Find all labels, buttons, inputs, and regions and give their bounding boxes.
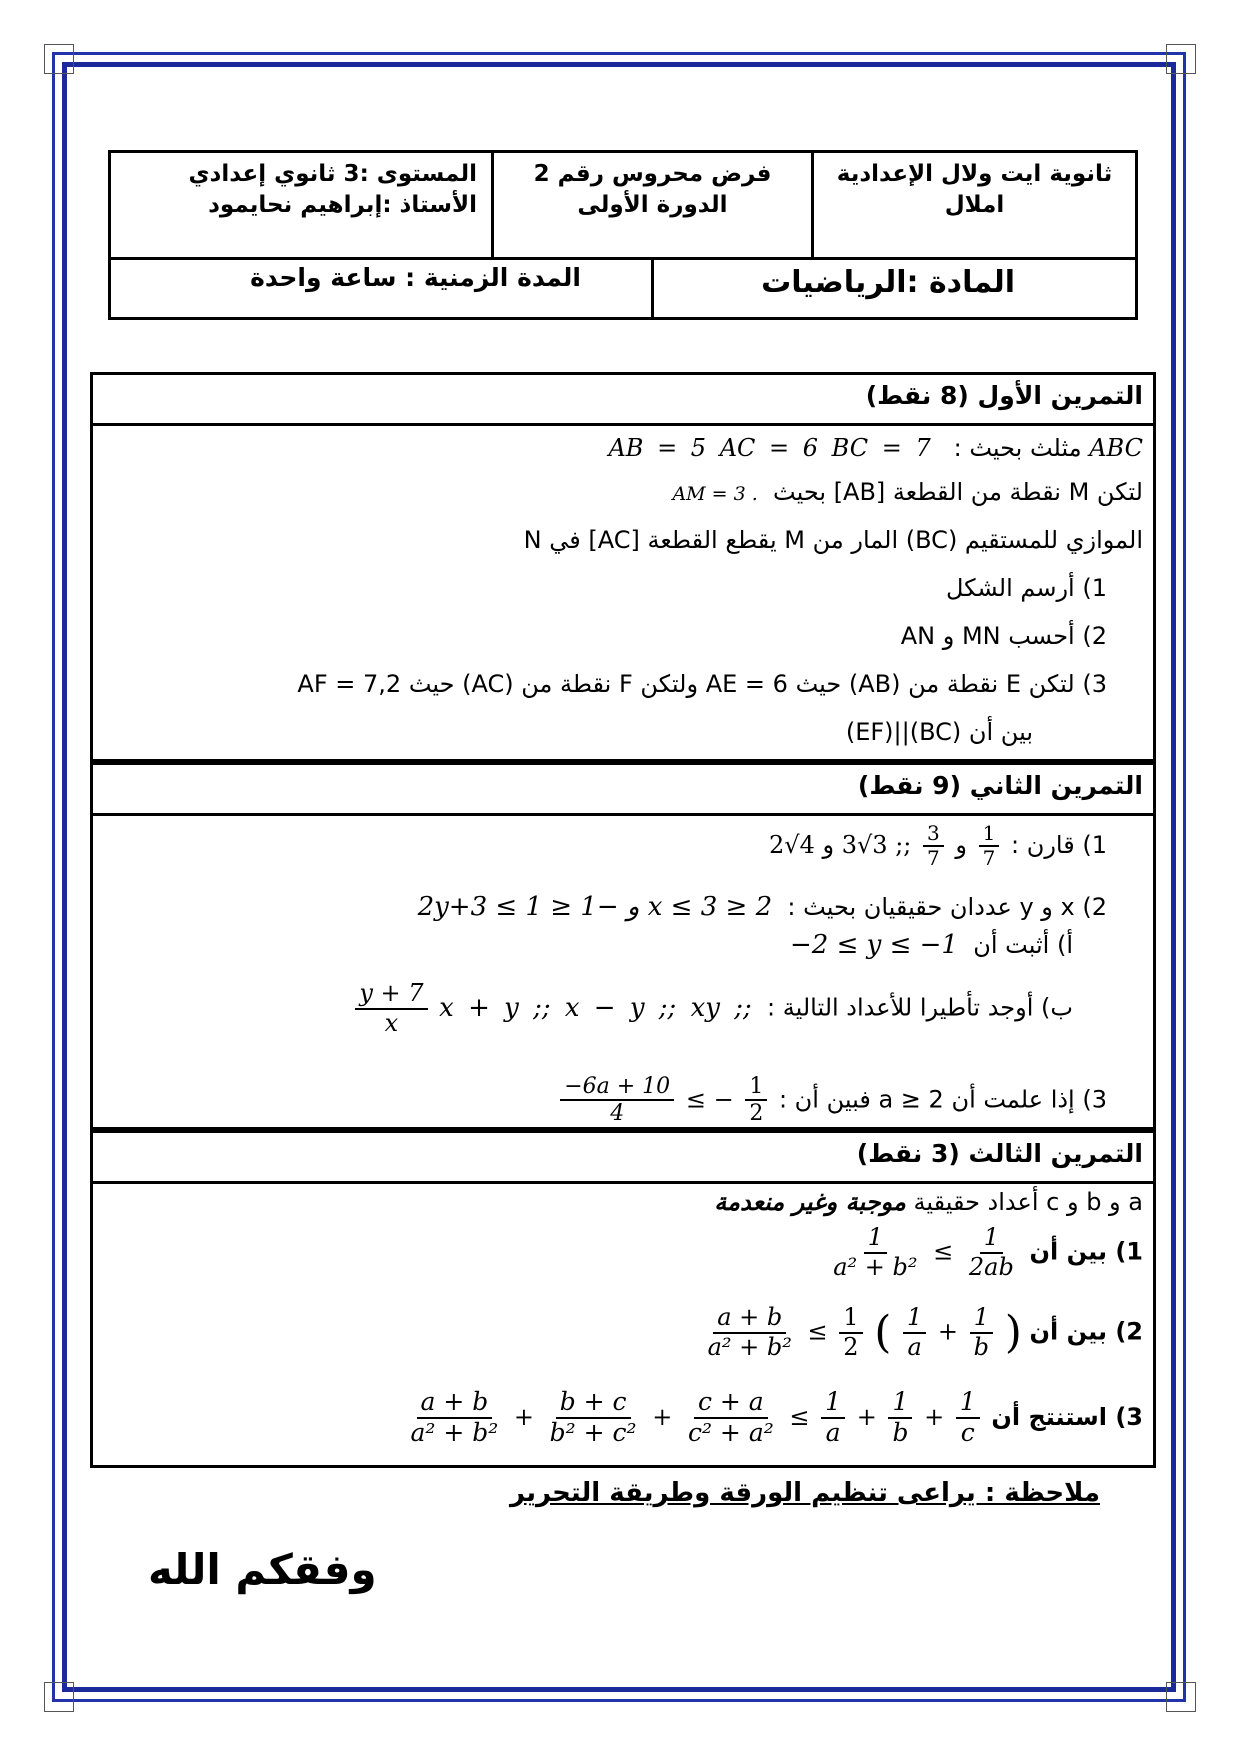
q2-3-lhs	[560, 1074, 674, 1127]
corner-mark-bottom-left	[44, 1682, 74, 1712]
exercise-2	[90, 762, 1156, 1130]
q3-2-b-den: b	[973, 1332, 990, 1361]
corner-mark-top-left	[44, 44, 74, 74]
question-1-1: 1) أرسم الشكل	[945, 574, 1107, 602]
ex3-intro-bold: موجبة وغير منعدمة	[714, 1188, 906, 1216]
exercise-1-title: التمرين الأول (8 نقط)	[93, 375, 1153, 426]
q3-2-lhs	[704, 1304, 796, 1361]
q3-2-b-num: 1	[970, 1304, 993, 1334]
q3-1-lhs-num: 1	[864, 1224, 887, 1254]
q2-1-frac-2	[923, 822, 944, 870]
q2-2-a-label: أ) أثبت أن	[973, 931, 1073, 959]
q3-3-r1-den: a	[825, 1417, 841, 1447]
question-2-1	[769, 822, 1107, 870]
exam-cell	[491, 153, 811, 257]
q3-3-r3-num: 1	[956, 1388, 980, 1419]
q3-2-lhs-den: a² + b²	[707, 1332, 792, 1361]
am-value: AM = 3 .	[672, 483, 758, 505]
corner-mark-top-right	[1166, 44, 1196, 74]
question-2-3	[556, 1074, 1107, 1127]
question-2-2-a	[790, 930, 1073, 960]
exercise-3-intro	[714, 1188, 1143, 1216]
q2-1-frac-2-den: 7	[927, 846, 940, 870]
q3-1-lhs-den: a² + b²	[833, 1252, 918, 1281]
q3-1-ineq: $\frac{1}{\text{a² + b²}}$ ≤ $\frac{1}{2ab}$	[825, 1224, 1022, 1281]
q3-3-t2	[546, 1388, 641, 1448]
q2-2-b-frac-den: x	[384, 1008, 399, 1037]
q3-2-lhs-num: a + b	[713, 1304, 786, 1334]
q3-3-t2-num: b + c	[556, 1388, 631, 1419]
exercise-1	[90, 372, 1156, 762]
q2-3-lhs-num: −6a + 10	[560, 1074, 674, 1101]
exercise-2-title: التمرين الثاني (9 نقط)	[93, 765, 1153, 816]
q3-3-t3	[684, 1388, 778, 1448]
question-3-2	[700, 1304, 1143, 1361]
q3-3-r2-den: b	[892, 1417, 909, 1447]
triangle-name: ABC	[1089, 434, 1143, 462]
question-3-3	[402, 1388, 1143, 1448]
exercise-3-title: التمرين الثالث (3 نقط)	[93, 1133, 1153, 1184]
question-3-1	[825, 1224, 1143, 1281]
q2-2-a-expr: −2 ≤ y ≤ −1	[790, 930, 958, 960]
exam-session: الدورة الأولى	[577, 192, 728, 218]
school-city: املال	[944, 192, 1005, 218]
q3-2-half	[839, 1304, 862, 1361]
q2-1-frac-2-num: 3	[923, 822, 944, 847]
q3-2-a	[903, 1304, 926, 1361]
q3-3-r3-den: c	[960, 1417, 975, 1447]
q3-2-a-num: 1	[903, 1304, 926, 1334]
q3-2-half-den: 2	[843, 1332, 859, 1361]
parallel-line: الموازي للمستقيم (BC) المار من M يقطع القطعة [AC] في N	[523, 526, 1143, 554]
q3-2-label: 2) بين أن	[1029, 1317, 1143, 1346]
q3-3-r2	[888, 1388, 912, 1448]
q2-3-rhs-sign: ≤ −	[685, 1085, 734, 1114]
point-m-line	[672, 478, 1143, 506]
q3-3-ineq: $\frac{a + b}{\text{a² + b²}}$ + $\frac{b + c}{\text{b² + c²}}$ + $\frac{c + a}{\text{c² + a²}}$ ≤ $\frac{1}{a}$ + $\frac{1}{b}$ + $\frac{1}{c}$	[402, 1388, 983, 1448]
q2-2-b-frac	[355, 980, 427, 1037]
triangle-line	[608, 434, 1143, 462]
level: المستوى :3 ثانوي إعدادي	[188, 161, 477, 187]
corner-mark-bottom-right	[1166, 1682, 1196, 1712]
q2-3-label: 3) إذا علمت أن a ≥ 2 فبين أن :	[778, 1085, 1107, 1114]
triangle-measures: AB = 5 AC = 6 BC = 7	[608, 434, 931, 462]
q2-1-frac-1	[979, 822, 1000, 870]
q2-2-b-frac-num: y + 7	[355, 980, 427, 1010]
q2-1-rest: ;; 3√3 و 4√2	[768, 831, 912, 859]
q2-1-frac-1-num: 1	[979, 822, 1000, 847]
q2-2-b-label: ب) أوجد تأطيرا للأعداد التالية :	[767, 993, 1073, 1022]
question-1-3: 3) لتكن E نقطة من (AB) حيث AE = 6 ولتكن F نقطة من (AC) حيث AF = 7,2	[297, 670, 1107, 698]
q2-1-label: 1) قارن :	[1011, 831, 1107, 859]
q2-3-lhs-den: 4	[610, 1101, 625, 1127]
q3-3-r1	[821, 1388, 845, 1448]
q3-3-label: 3) استنتج أن	[991, 1402, 1143, 1431]
q3-3-t1-num: a + b	[417, 1388, 493, 1419]
q3-3-r1-num: 1	[821, 1388, 845, 1419]
header-row-1	[111, 153, 1135, 260]
q3-2-b	[970, 1304, 993, 1361]
exercise-3	[90, 1130, 1156, 1468]
q3-1-lhs	[829, 1224, 921, 1281]
footer-note: ملاحظة : يراعى تنظيم الورقة وطريقة التحرير	[510, 1478, 1100, 1508]
q2-2-b-exprs: x + y ;; x − y ;; xy ;;	[439, 992, 752, 1023]
q2-2-cond: 2 ≤ x ≤ 3 و −1 ≤ 2y+3 ≤ 1	[417, 892, 773, 922]
exam-header	[108, 150, 1138, 320]
q2-3-rhs	[745, 1074, 767, 1127]
q2-1-and: و	[955, 831, 967, 859]
q3-3-t2-den: b² + c²	[549, 1417, 637, 1447]
q3-1-rhs	[965, 1224, 1018, 1281]
question-2-2-b	[351, 980, 1073, 1037]
teacher: الأستاذ :إبراهيم نحايمود	[208, 192, 477, 218]
q3-2-half-num: 1	[839, 1304, 862, 1334]
q3-1-rhs-num: 1	[980, 1224, 1003, 1254]
q2-3-rhs-num: 1	[745, 1074, 767, 1101]
q3-1-label: 1) بين أن	[1029, 1237, 1143, 1266]
q2-1-frac-1-den: 7	[982, 846, 996, 870]
point-m-text: لتكن M نقطة من القطعة [AB] بحيث	[773, 478, 1143, 506]
q3-3-t1	[406, 1388, 502, 1448]
question-2-2	[418, 892, 1107, 922]
duration: المدة الزمنية : ساعة واحدة	[250, 263, 581, 292]
header-row-2	[111, 257, 1135, 317]
q3-3-r2-num: 1	[888, 1388, 912, 1419]
exam-title: فرض محروس رقم 2	[533, 161, 772, 187]
q2-3-ineq	[556, 1074, 771, 1127]
q3-2-a-den: a	[907, 1332, 922, 1361]
q3-2-ineq: $\frac{a + b}{\text{a² + b²}}$ ≤ $\frac{1}{2}$ ( $\frac{1}{a}$ + $\frac{1}{b}$ )	[700, 1304, 1022, 1361]
subject: المادة :الرياضيات	[651, 257, 1135, 317]
q3-3-t1-den: a² + b²	[410, 1417, 499, 1447]
level-cell	[111, 153, 491, 257]
school-cell	[811, 153, 1135, 257]
q2-2-label: 2) x و y عددان حقيقيان بحيث :	[787, 893, 1107, 921]
question-1-3-show: بين أن (BC)||(EF)	[845, 718, 1033, 746]
q3-3-t3-den: c² + a²	[687, 1417, 774, 1447]
question-1-2: 2) أحسب MN و AN	[900, 622, 1107, 650]
q2-3-rhs-den: 2	[749, 1101, 764, 1127]
school-name: ثانوية ايت ولال الإعدادية	[836, 161, 1113, 187]
q3-3-r3	[956, 1388, 980, 1448]
q3-3-t3-num: c + a	[694, 1388, 768, 1419]
closing-wish: وفقكم الله	[148, 1545, 377, 1594]
triangle-intro: مثلث بحيث :	[953, 434, 1082, 462]
q3-1-rhs-den: 2ab	[968, 1252, 1014, 1281]
ex3-intro-vars: a و b و c أعداد حقيقية	[913, 1188, 1143, 1216]
